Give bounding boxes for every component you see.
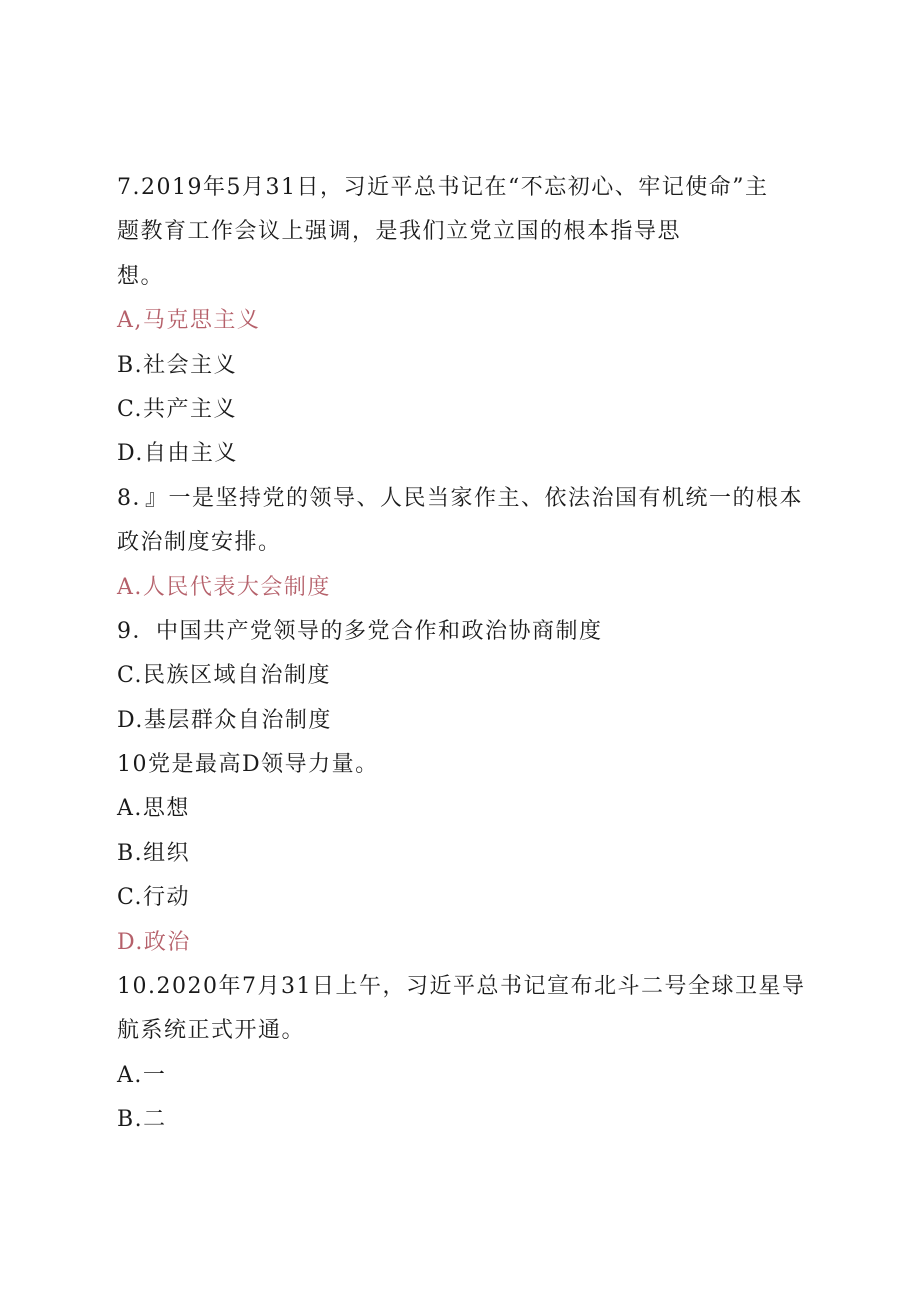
question-7-line-1: 7.2019年5月31日，习近平总书记在“不忘初心、牢记使命”主 bbox=[117, 175, 769, 200]
question-10-option-d-answer: D.政治 bbox=[117, 929, 191, 955]
question-7-option-b: B.社会主义 bbox=[117, 352, 238, 378]
question-10b-line-1: 10.2020年7月31日上午，习近平总书记宣布北斗二号全球卫星导 bbox=[117, 974, 806, 1000]
question-10-option-a: A.思想 bbox=[117, 796, 190, 822]
question-7-line-2: 题教育工作会议上强调，是我们立党立国的根本指导思 bbox=[117, 219, 682, 245]
question-8-line-1: 8．』一是坚持党的领导、人民当家作主、依法治国有机统一的根本 bbox=[117, 485, 803, 511]
question-8-line-2: 政治制度安排。 bbox=[117, 530, 282, 556]
document-body bbox=[117, 166, 817, 1143]
question-10-option-b: B.组织 bbox=[117, 840, 191, 866]
question-9-line: 9．中国共产党领导的多党合作和政治协商制度 bbox=[117, 618, 603, 644]
question-9-option-d: D.基层群众自治制度 bbox=[117, 707, 332, 733]
question-10-line: 10党是最高D领导力量。 bbox=[117, 752, 379, 778]
question-8-option-a-answer: A.人民代表大会制度 bbox=[117, 574, 331, 600]
question-10-option-c: C.行动 bbox=[117, 885, 191, 911]
question-7-option-c: C.共产主义 bbox=[117, 396, 238, 422]
question-7-line-3: 想。 bbox=[117, 263, 165, 289]
question-10b-option-b: B.二 bbox=[117, 1107, 167, 1133]
question-10b-option-a: A.一 bbox=[117, 1062, 167, 1088]
question-7-option-d: D.自由主义 bbox=[117, 441, 238, 467]
question-7-option-a-answer: A,马克思主义 bbox=[117, 308, 261, 334]
question-10b-line-2: 航系统正式开通。 bbox=[117, 1018, 306, 1044]
question-9-option-c: C.民族区域自治制度 bbox=[117, 663, 332, 689]
